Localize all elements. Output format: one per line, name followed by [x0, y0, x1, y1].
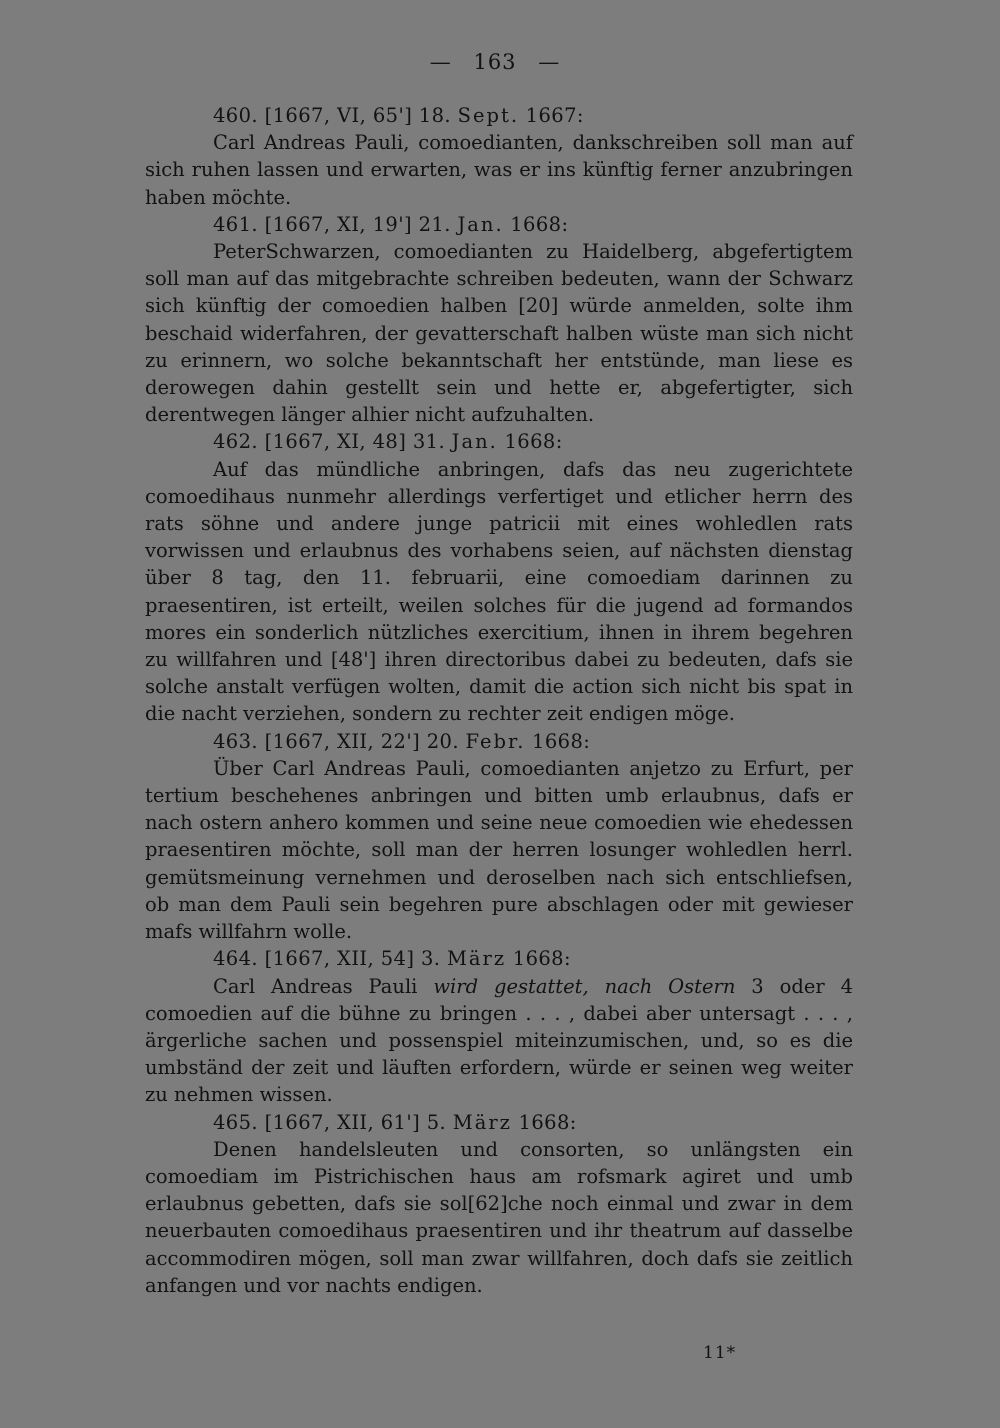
entry-reference: 463. [1667, XII, 22'] 20. — [213, 729, 459, 753]
entry-year: 1668: — [512, 947, 571, 971]
entry-reference: 464. [1667, XII, 54] 3. — [213, 947, 441, 971]
entry-text-rest: 3 oder 4 comoedien auf die bühne zu bringen . . . , dabei aber untersagt . . . , ärgerliche sachen und possenspiel miteinzumischen, und, so es die umbständ der zeit und läuften erfordern, würde er seinen weg weiter zu nehmen wissen. — [145, 974, 853, 1107]
entry-reference: 465. [1667, XII, 61'] 5. — [213, 1110, 447, 1134]
entry-text: PeterSchwarzen, comoedianten zu Haidelberg, abgefertigtem soll man auf das mitgebrachte schreiben bedeuten, wann der Schwarz sich künftig der comoedien halben [20] würde anmelden, solte ihm beschaid widerfahren, der gevatterschaft halben wüste man sich nicht zu erinnern, wo solche bekanntschaft her entstünde, man liese es derowegen dahin gestellt sein und hette er, abgefertigter, sich derentwegen länger alhier nicht aufzuhalten. — [145, 240, 853, 427]
entry-text: Denen handelsleuten und consorten, so unlängsten ein comoediam im Pistrichischen haus am rofsmark agiret und umb erlaubnus gebetten, dafs sie sol[62]che noch einmal und zwar in dem neuerbauten comoedihaus praesentiren und ihr theatrum auf dasselbe accommodiren mögen, soll man zwar willfahren, doch dafs sie zeitlich anfangen und vor nachts endigen. — [145, 1137, 853, 1297]
entry-year: 1668: — [532, 729, 591, 753]
entry-month: März — [452, 1110, 512, 1134]
body-text — [145, 102, 853, 1299]
entry-month: Jan. — [457, 212, 504, 236]
entry-464 — [145, 945, 853, 1108]
entry-heading — [145, 945, 853, 972]
entry-461 — [145, 211, 853, 429]
editorial-italic-note: wird gestattet, nach Ostern — [433, 974, 736, 998]
entry-465 — [145, 1109, 853, 1299]
entry-text: Auf das mündliche anbringen, dafs das neu zugerichtete comoedihaus nunmehr allerdings verfertiget und etlicher herrn des rats söhne und andere junge patricii mit eines wohledlen rats vorwissen und erlaubnus des vorhabens seien, auf nächsten dienstag über 8 tag, den 11. februarii, eine comoediam darinnen zu praesentiren, ist erteilt, weilen solches für die jugend ad formandos mores ein sonderlich nützliches exercitium, ihnen in ihrem begehren zu willfahren und [48'] ihren directoribus dabei zu bedeuten, dafs sie solche anstalt verfügen wolten, damit die action sich nicht bis spat in die nacht verziehen, sondern zu rechter zeit endigen möge. — [145, 457, 853, 726]
entry-reference: 461. [1667, XI, 19'] 21. — [213, 212, 451, 236]
printer-signature-mark: 11* — [703, 1343, 737, 1363]
page-number-dash-left: — — [429, 50, 452, 74]
entry-text — [145, 973, 853, 1109]
entry-462 — [145, 428, 853, 727]
entry-year: 1668: — [510, 212, 569, 236]
entry-month: Sept. — [457, 104, 520, 127]
entry-heading — [145, 728, 853, 755]
entry-heading — [145, 1109, 853, 1136]
entry-text: Carl Andreas Pauli, comoedianten, dankschreiben soll man auf sich ruhen lassen und erwarten, was er ins künftig ferner anzubringen haben möchte. — [145, 131, 853, 209]
entry-heading — [145, 428, 853, 455]
entry-heading — [145, 102, 853, 129]
page-header — [0, 50, 990, 74]
entry-reference: 460. [1667, VI, 65'] 18. — [213, 104, 452, 127]
entry-year: 1668: — [518, 1110, 577, 1134]
entry-heading — [145, 211, 853, 238]
page-number-dash-right: — — [538, 50, 561, 74]
entry-460 — [145, 102, 853, 211]
entry-year: 1667: — [525, 104, 584, 127]
entry-month: Jan. — [451, 430, 498, 454]
entry-463 — [145, 728, 853, 946]
entry-text-lead: Carl Andreas Pauli — [213, 974, 434, 998]
entry-month: Febr. — [465, 729, 526, 753]
entry-year: 1668: — [504, 430, 563, 454]
page-number: 163 — [473, 50, 517, 74]
entry-month: März — [446, 947, 507, 971]
entry-text: Über Carl Andreas Pauli, comoedianten anjetzo zu Erfurt, per tertium beschehenes anbringen und bitten umb erlaubnus, dafs er nach ostern anhero kommen und seine neue comoedien wie ehedessen praesentiren möchte, soll man der herren losunger wohledlen herrl. gemütsmeinung vernehmen und deroselben nach sich entschliefsen, ob man dem Pauli sein begehren pure abschlagen oder mit gewieser mafs willfahrn wolle. — [145, 756, 853, 944]
entry-reference: 462. [1667, XI, 48] 31. — [213, 430, 446, 454]
